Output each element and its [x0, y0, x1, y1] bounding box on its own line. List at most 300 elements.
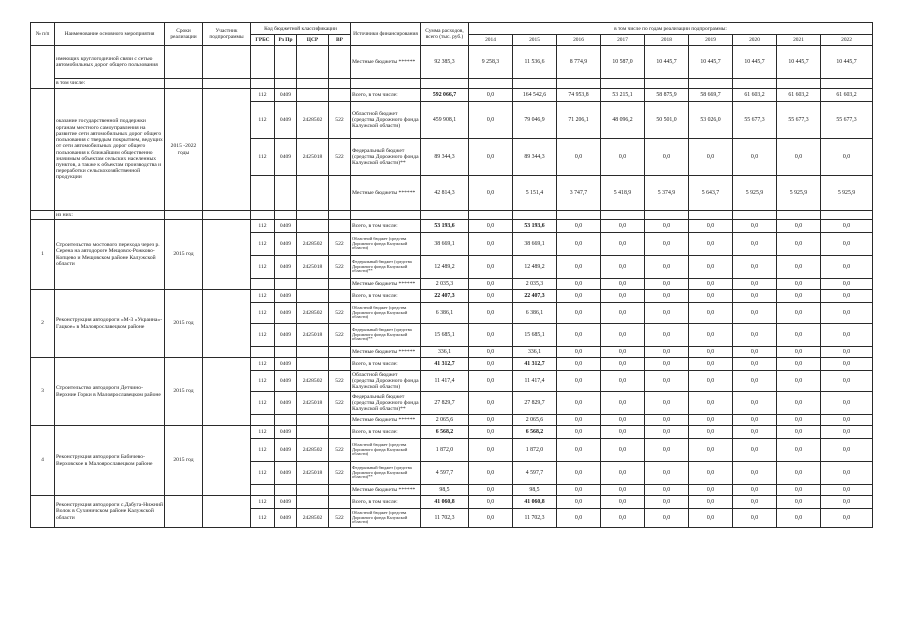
cell-empty	[733, 211, 777, 220]
cell-source: Местные бюджеты ******	[351, 415, 421, 426]
cell-rz	[275, 485, 297, 496]
cell-value: 42 814,3	[421, 176, 469, 211]
col-header-by-year: в том числе по годам реализации подпрограммы:	[469, 23, 873, 35]
cell-csr	[297, 347, 329, 358]
cell-value: 2 035,3	[513, 279, 557, 290]
cell-value: 2 035,3	[421, 279, 469, 290]
cell-value: 0,0	[733, 485, 777, 496]
cell-source: Областной бюджет (средства Дорожного фонда Калужской области)	[352, 371, 419, 391]
cell-value: 0,0	[601, 233, 645, 256]
col-header-year: 2014	[469, 35, 513, 46]
cell-value: 0,0	[469, 485, 513, 496]
cell-source: Областной бюджет (средства Дорожного фонда Калужской области)	[351, 439, 421, 462]
cell-vr: 522	[329, 303, 351, 324]
cell-period: 2015 год	[165, 220, 203, 290]
cell-value: 0,0	[689, 371, 733, 392]
cell-rz	[275, 347, 297, 358]
cell-vr	[329, 426, 351, 439]
cell-csr: 2425018	[297, 392, 329, 415]
cell-value: 0,0	[469, 89, 513, 102]
cell-csr	[297, 358, 329, 371]
cell-rz: 0409	[275, 139, 297, 176]
cell-value: 0,0	[469, 220, 513, 233]
cell-empty	[251, 79, 275, 89]
cell-empty	[251, 211, 275, 220]
cell-value: 0,0	[777, 485, 821, 496]
cell-value: 0,0	[689, 485, 733, 496]
cell-rz: 0409	[275, 426, 297, 439]
cell-source: Всего, в том числе:	[351, 496, 421, 509]
cell-value: 0,0	[733, 139, 777, 176]
cell-source: Федеральный бюджет (средства Дорожного фонда Калужской области)**	[351, 256, 421, 279]
cell-vr: 522	[329, 102, 351, 139]
cell-value: 61 603,2	[777, 89, 821, 102]
cell-value: 0,0	[777, 509, 821, 528]
cell-value: 0,0	[557, 233, 601, 256]
cell-event-name: Строительство автодороги Детчино-Верхние Горки в Малоярославецком районе	[55, 358, 165, 426]
cell-value: 0,0	[469, 371, 513, 392]
cell-vr: 522	[329, 439, 351, 462]
cell-empty	[165, 211, 203, 220]
cell-value: 0,0	[689, 256, 733, 279]
cell-value: 0,0	[469, 347, 513, 358]
cell-vr	[329, 415, 351, 426]
cell-value: 0,0	[689, 415, 733, 426]
cell-participant	[203, 496, 251, 528]
cell-value: 0,0	[557, 220, 601, 233]
cell-vr: 522	[329, 233, 351, 256]
cell-grbs: 112	[251, 303, 275, 324]
col-header-num: № п/п	[31, 23, 55, 46]
cell-value: 9 258,3	[469, 46, 513, 79]
table-row	[31, 89, 873, 102]
cell-grbs: 112	[251, 256, 275, 279]
cell-period: 2015 год	[165, 426, 203, 496]
cell-csr: 2428502	[297, 303, 329, 324]
cell-value: 0,0	[733, 496, 777, 509]
cell-num: 3	[31, 358, 55, 426]
cell-value: 0,0	[557, 290, 601, 303]
cell-empty	[689, 79, 733, 89]
cell-value: 38 669,1	[513, 233, 557, 256]
cell-csr	[297, 46, 329, 79]
cell-value: 0,0	[733, 415, 777, 426]
cell-value: 0,0	[777, 290, 821, 303]
cell-value: 0,0	[557, 426, 601, 439]
cell-value: 0,0	[777, 415, 821, 426]
cell-value: 15 685,1	[513, 324, 557, 347]
cell-value: 11 702,3	[513, 509, 557, 528]
cell-value: 0,0	[689, 347, 733, 358]
cell-value: 0,0	[821, 279, 873, 290]
cell-vr	[329, 347, 351, 358]
cell-value: 0,0	[777, 371, 821, 392]
cell-csr	[297, 415, 329, 426]
cell-rz: 0409	[275, 256, 297, 279]
table-row	[31, 79, 873, 89]
cell-value: 0,0	[469, 392, 513, 415]
cell-participant	[203, 220, 251, 290]
cell-grbs: 112	[251, 439, 275, 462]
cell-value: 0,0	[601, 371, 645, 392]
cell-value: 0,0	[821, 426, 873, 439]
cell-value: 336,1	[421, 347, 469, 358]
cell-value: 0,0	[645, 290, 689, 303]
col-header-code: ВР	[329, 35, 351, 46]
cell-value: 48 096,2	[601, 102, 645, 139]
cell-value: 0,0	[557, 439, 601, 462]
cell-value: 0,0	[601, 496, 645, 509]
cell-value: 5 418,9	[601, 176, 645, 211]
cell-value: 10 445,7	[821, 46, 873, 79]
cell-grbs: 112	[251, 89, 275, 102]
cell-empty	[351, 211, 421, 220]
cell-value: 6 386,1	[513, 303, 557, 324]
cell-value: 3 747,7	[557, 176, 601, 211]
cell-value: 71 206,1	[557, 102, 601, 139]
cell-empty	[275, 79, 297, 89]
cell-empty	[421, 79, 469, 89]
col-header-year: 2020	[733, 35, 777, 46]
cell-value: 79 046,9	[513, 102, 557, 139]
cell-value: 22 407,3	[513, 290, 557, 303]
cell-value: 0,0	[469, 256, 513, 279]
cell-csr	[297, 290, 329, 303]
cell-value: 0,0	[601, 358, 645, 371]
cell-num	[31, 211, 55, 220]
cell-rz: 0409	[275, 89, 297, 102]
col-header-year: 2015	[513, 35, 557, 46]
cell-empty	[645, 211, 689, 220]
cell-value: 6 568,2	[421, 426, 469, 439]
cell-value: 58 669,7	[689, 89, 733, 102]
document-sheet	[30, 22, 872, 628]
cell-participant	[203, 426, 251, 496]
cell-value: 0,0	[821, 233, 873, 256]
cell-grbs	[251, 347, 275, 358]
cell-grbs: 112	[251, 324, 275, 347]
cell-value: 0,0	[777, 139, 821, 176]
cell-value: 0,0	[733, 358, 777, 371]
cell-empty	[777, 211, 821, 220]
cell-value: 0,0	[777, 496, 821, 509]
cell-vr: 522	[329, 392, 351, 415]
cell-value: 0,0	[689, 324, 733, 347]
cell-value: 0,0	[557, 139, 601, 176]
cell-value: 0,0	[601, 347, 645, 358]
cell-csr	[297, 220, 329, 233]
cell-vr	[329, 220, 351, 233]
cell-vr	[329, 89, 351, 102]
cell-value: 12 489,2	[513, 256, 557, 279]
cell-csr	[297, 485, 329, 496]
cell-csr: 2425018	[297, 324, 329, 347]
cell-value: 0,0	[777, 220, 821, 233]
cell-value: 0,0	[689, 233, 733, 256]
cell-value: 0,0	[645, 496, 689, 509]
cell-value: 0,0	[469, 415, 513, 426]
cell-value: 11 702,3	[421, 509, 469, 528]
cell-value: 0,0	[645, 279, 689, 290]
cell-value: 1 872,0	[513, 439, 557, 462]
col-header-sources: Источники финансирования	[351, 23, 421, 46]
cell-value: 0,0	[689, 220, 733, 233]
cell-empty	[601, 79, 645, 89]
cell-source: Всего, в том числе:	[351, 426, 421, 439]
cell-value: 4 597,7	[513, 462, 557, 485]
cell-value: 0,0	[645, 256, 689, 279]
cell-value: 0,0	[733, 290, 777, 303]
cell-participant	[203, 46, 251, 79]
cell-empty	[733, 79, 777, 89]
cell-participant	[203, 358, 251, 426]
cell-value: 0,0	[469, 233, 513, 256]
cell-source: Федеральный бюджет (средства Дорожного фонда Калужской области)**	[351, 392, 421, 415]
cell-value: 0,0	[557, 303, 601, 324]
cell-value: 53 026,0	[689, 102, 733, 139]
cell-value: 8 774,9	[557, 46, 601, 79]
cell-value: 0,0	[821, 324, 873, 347]
cell-value: 0,0	[777, 426, 821, 439]
col-header-year: 2021	[777, 35, 821, 46]
col-header-code: ЦСР	[297, 35, 329, 46]
cell-grbs: 112	[251, 496, 275, 509]
cell-value: 0,0	[645, 509, 689, 528]
cell-value: 164 542,6	[513, 89, 557, 102]
cell-csr	[297, 279, 329, 290]
cell-value: 0,0	[469, 462, 513, 485]
cell-rz: 0409	[275, 303, 297, 324]
cell-of-them: из них:	[55, 211, 165, 220]
cell-vr	[329, 485, 351, 496]
cell-value: 38 669,1	[421, 233, 469, 256]
cell-source: Федеральный бюджет (средства Дорожного фонда Калужской области)**	[351, 462, 421, 485]
cell-value: 5 925,9	[733, 176, 777, 211]
col-header-year: 2017	[601, 35, 645, 46]
cell-value: 0,0	[645, 324, 689, 347]
cell-value: 27 829,7	[513, 392, 557, 415]
cell-empty	[275, 211, 297, 220]
cell-rz: 0409	[275, 324, 297, 347]
cell-csr: 2425018	[297, 139, 329, 176]
cell-grbs: 112	[251, 462, 275, 485]
cell-value: 0,0	[733, 462, 777, 485]
cell-source: Всего, в том числе:	[351, 220, 421, 233]
cell-value: 0,0	[777, 324, 821, 347]
cell-value: 89 344,3	[513, 139, 557, 176]
header-row	[31, 23, 873, 35]
cell-value: 0,0	[689, 392, 733, 415]
cell-rz: 0409	[275, 462, 297, 485]
cell-value: 0,0	[821, 139, 873, 176]
cell-value: 0,0	[601, 324, 645, 347]
col-header-year: 2022	[821, 35, 873, 46]
cell-value: 0,0	[689, 426, 733, 439]
cell-source: Федеральный бюджет (средства Дорожного фонда Калужской области)**	[351, 139, 421, 176]
cell-value: 74 953,8	[557, 89, 601, 102]
cell-period: 2015 год	[165, 358, 203, 426]
cell-value: 5 925,9	[821, 176, 873, 211]
cell-value: 0,0	[601, 139, 645, 176]
cell-value: 6 568,2	[513, 426, 557, 439]
cell-value: 0,0	[733, 509, 777, 528]
cell-value: 0,0	[469, 303, 513, 324]
cell-value: 0,0	[557, 415, 601, 426]
col-header-total: Сумма расходов, всего (тыс. руб.)	[421, 23, 469, 46]
cell-value: 53 215,1	[601, 89, 645, 102]
cell-value: 0,0	[469, 324, 513, 347]
cell-value: 53 193,6	[513, 220, 557, 233]
cell-source: Местные бюджеты ******	[351, 176, 421, 211]
cell-value: 0,0	[557, 279, 601, 290]
cell-value: 0,0	[733, 426, 777, 439]
cell-value: 0,0	[821, 485, 873, 496]
cell-value: 0,0	[821, 415, 873, 426]
cell-source: Местные бюджеты ******	[351, 46, 421, 79]
cell-event-name: Реконструкция автодороги «М-3 «Украина»-Гацкое» в Малоярославецком районе	[55, 290, 165, 358]
cell-value: 0,0	[733, 439, 777, 462]
cell-value: 6 386,1	[421, 303, 469, 324]
cell-period: 2015 -2022 годы	[165, 89, 203, 211]
cell-value: 0,0	[821, 358, 873, 371]
cell-value: 0,0	[469, 176, 513, 211]
col-header-participant: Участник подпрограммы	[203, 23, 251, 46]
cell-grbs: 112	[251, 233, 275, 256]
col-header-year: 2016	[557, 35, 601, 46]
cell-value: 0,0	[557, 347, 601, 358]
cell-value: 0,0	[557, 324, 601, 347]
cell-value: 50 501,0	[645, 102, 689, 139]
cell-value: 0,0	[777, 358, 821, 371]
cell-value: 0,0	[601, 303, 645, 324]
cell-value: 0,0	[469, 426, 513, 439]
cell-value: 0,0	[689, 139, 733, 176]
cell-empty	[513, 211, 557, 220]
cell-vr	[329, 279, 351, 290]
cell-value: 0,0	[733, 220, 777, 233]
cell-value: 0,0	[469, 439, 513, 462]
cell-rz: 0409	[275, 439, 297, 462]
cell-value: 0,0	[645, 392, 689, 415]
col-header-code: Рз Пр	[275, 35, 297, 46]
cell-value: 0,0	[557, 358, 601, 371]
cell-csr: 2428502	[297, 233, 329, 256]
cell-value: 0,0	[689, 290, 733, 303]
cell-value: 53 193,6	[421, 220, 469, 233]
cell-value: 0,0	[821, 392, 873, 415]
cell-empty	[557, 79, 601, 89]
cell-grbs: 112	[251, 139, 275, 176]
cell-value: 0,0	[689, 439, 733, 462]
cell-value: 0,0	[601, 279, 645, 290]
cell-value: 5 643,7	[689, 176, 733, 211]
cell-value: 0,0	[469, 358, 513, 371]
cell-empty	[513, 79, 557, 89]
cell-value: 4 597,7	[421, 462, 469, 485]
col-header-year: 2018	[645, 35, 689, 46]
cell-value: 459 908,1	[421, 102, 469, 139]
cell-value: 0,0	[601, 220, 645, 233]
cell-value: 0,0	[821, 496, 873, 509]
cell-value: 0,0	[557, 462, 601, 485]
cell-value: 0,0	[645, 358, 689, 371]
cell-value: 41 312,7	[421, 358, 469, 371]
cell-vr	[329, 176, 351, 211]
cell-value: 0,0	[601, 462, 645, 485]
cell-value: 0,0	[557, 371, 601, 392]
cell-rz: 0409	[275, 496, 297, 509]
cell-num: 1	[31, 220, 55, 290]
cell-value: 0,0	[645, 426, 689, 439]
cell-empty	[203, 79, 251, 89]
cell-rz: 0409	[275, 233, 297, 256]
subprogram-table	[30, 22, 873, 528]
cell-event-name: Реконструкция автодороги с.Дабуга-Нижний Волок в Сухиничском районе Калужской области	[55, 496, 165, 528]
cell-value: 0,0	[557, 485, 601, 496]
cell-value: 98,5	[513, 485, 557, 496]
cell-value: 0,0	[557, 496, 601, 509]
cell-value: 1 872,0	[421, 439, 469, 462]
cell-vr: 522	[329, 324, 351, 347]
cell-value: 10 445,7	[777, 46, 821, 79]
cell-num: 2	[31, 290, 55, 358]
cell-value: 0,0	[821, 256, 873, 279]
cell-vr: 522	[329, 139, 351, 176]
cell-value: 0,0	[645, 415, 689, 426]
cell-vr	[329, 496, 351, 509]
cell-grbs: 112	[251, 426, 275, 439]
cell-value: 11 536,6	[513, 46, 557, 79]
cell-grbs	[251, 485, 275, 496]
cell-value: 0,0	[777, 303, 821, 324]
cell-value: 0,0	[601, 439, 645, 462]
cell-value: 0,0	[777, 392, 821, 415]
cell-vr	[329, 46, 351, 79]
cell-value: 41 060,8	[513, 496, 557, 509]
cell-value: 336,1	[513, 347, 557, 358]
cell-value: 0,0	[777, 233, 821, 256]
cell-value: 92 385,3	[421, 46, 469, 79]
cell-value: 0,0	[777, 439, 821, 462]
table-row	[31, 358, 873, 371]
cell-value: 11 417,4	[513, 371, 557, 392]
table-row	[31, 46, 873, 79]
cell-empty	[557, 211, 601, 220]
cell-value: 0,0	[821, 439, 873, 462]
cell-grbs: 112	[251, 392, 275, 415]
cell-source: Областной бюджет (средства Дорожного фонда Калужской области)	[351, 102, 421, 139]
cell-value: 0,0	[733, 256, 777, 279]
cell-source: Всего, в том числе:	[351, 290, 421, 303]
cell-value: 0,0	[601, 485, 645, 496]
cell-value: 11 417,4	[421, 371, 469, 392]
cell-rz	[275, 279, 297, 290]
cell-empty	[821, 211, 873, 220]
cell-value: 0,0	[469, 279, 513, 290]
cell-event-name: оказание государственной поддержки органам местного самоуправления на развитие сети автомобильных дорог общего пользования с твердым покрытием, ведущих от сети автомобильных дорог общего пользования к ближайшим общественно значимым объектам сельских населенных пунктов, а также к объектам производства и переработки сельскохозяйственной продукции	[55, 89, 165, 211]
cell-value: 0,0	[689, 358, 733, 371]
cell-value: 0,0	[469, 102, 513, 139]
cell-csr	[297, 426, 329, 439]
cell-empty	[469, 211, 513, 220]
cell-rz	[275, 176, 297, 211]
cell-value: 10 445,7	[689, 46, 733, 79]
cell-value: 0,0	[821, 303, 873, 324]
cell-empty	[329, 211, 351, 220]
cell-grbs: 112	[251, 102, 275, 139]
cell-empty	[351, 79, 421, 89]
cell-value: 41 060,8	[421, 496, 469, 509]
